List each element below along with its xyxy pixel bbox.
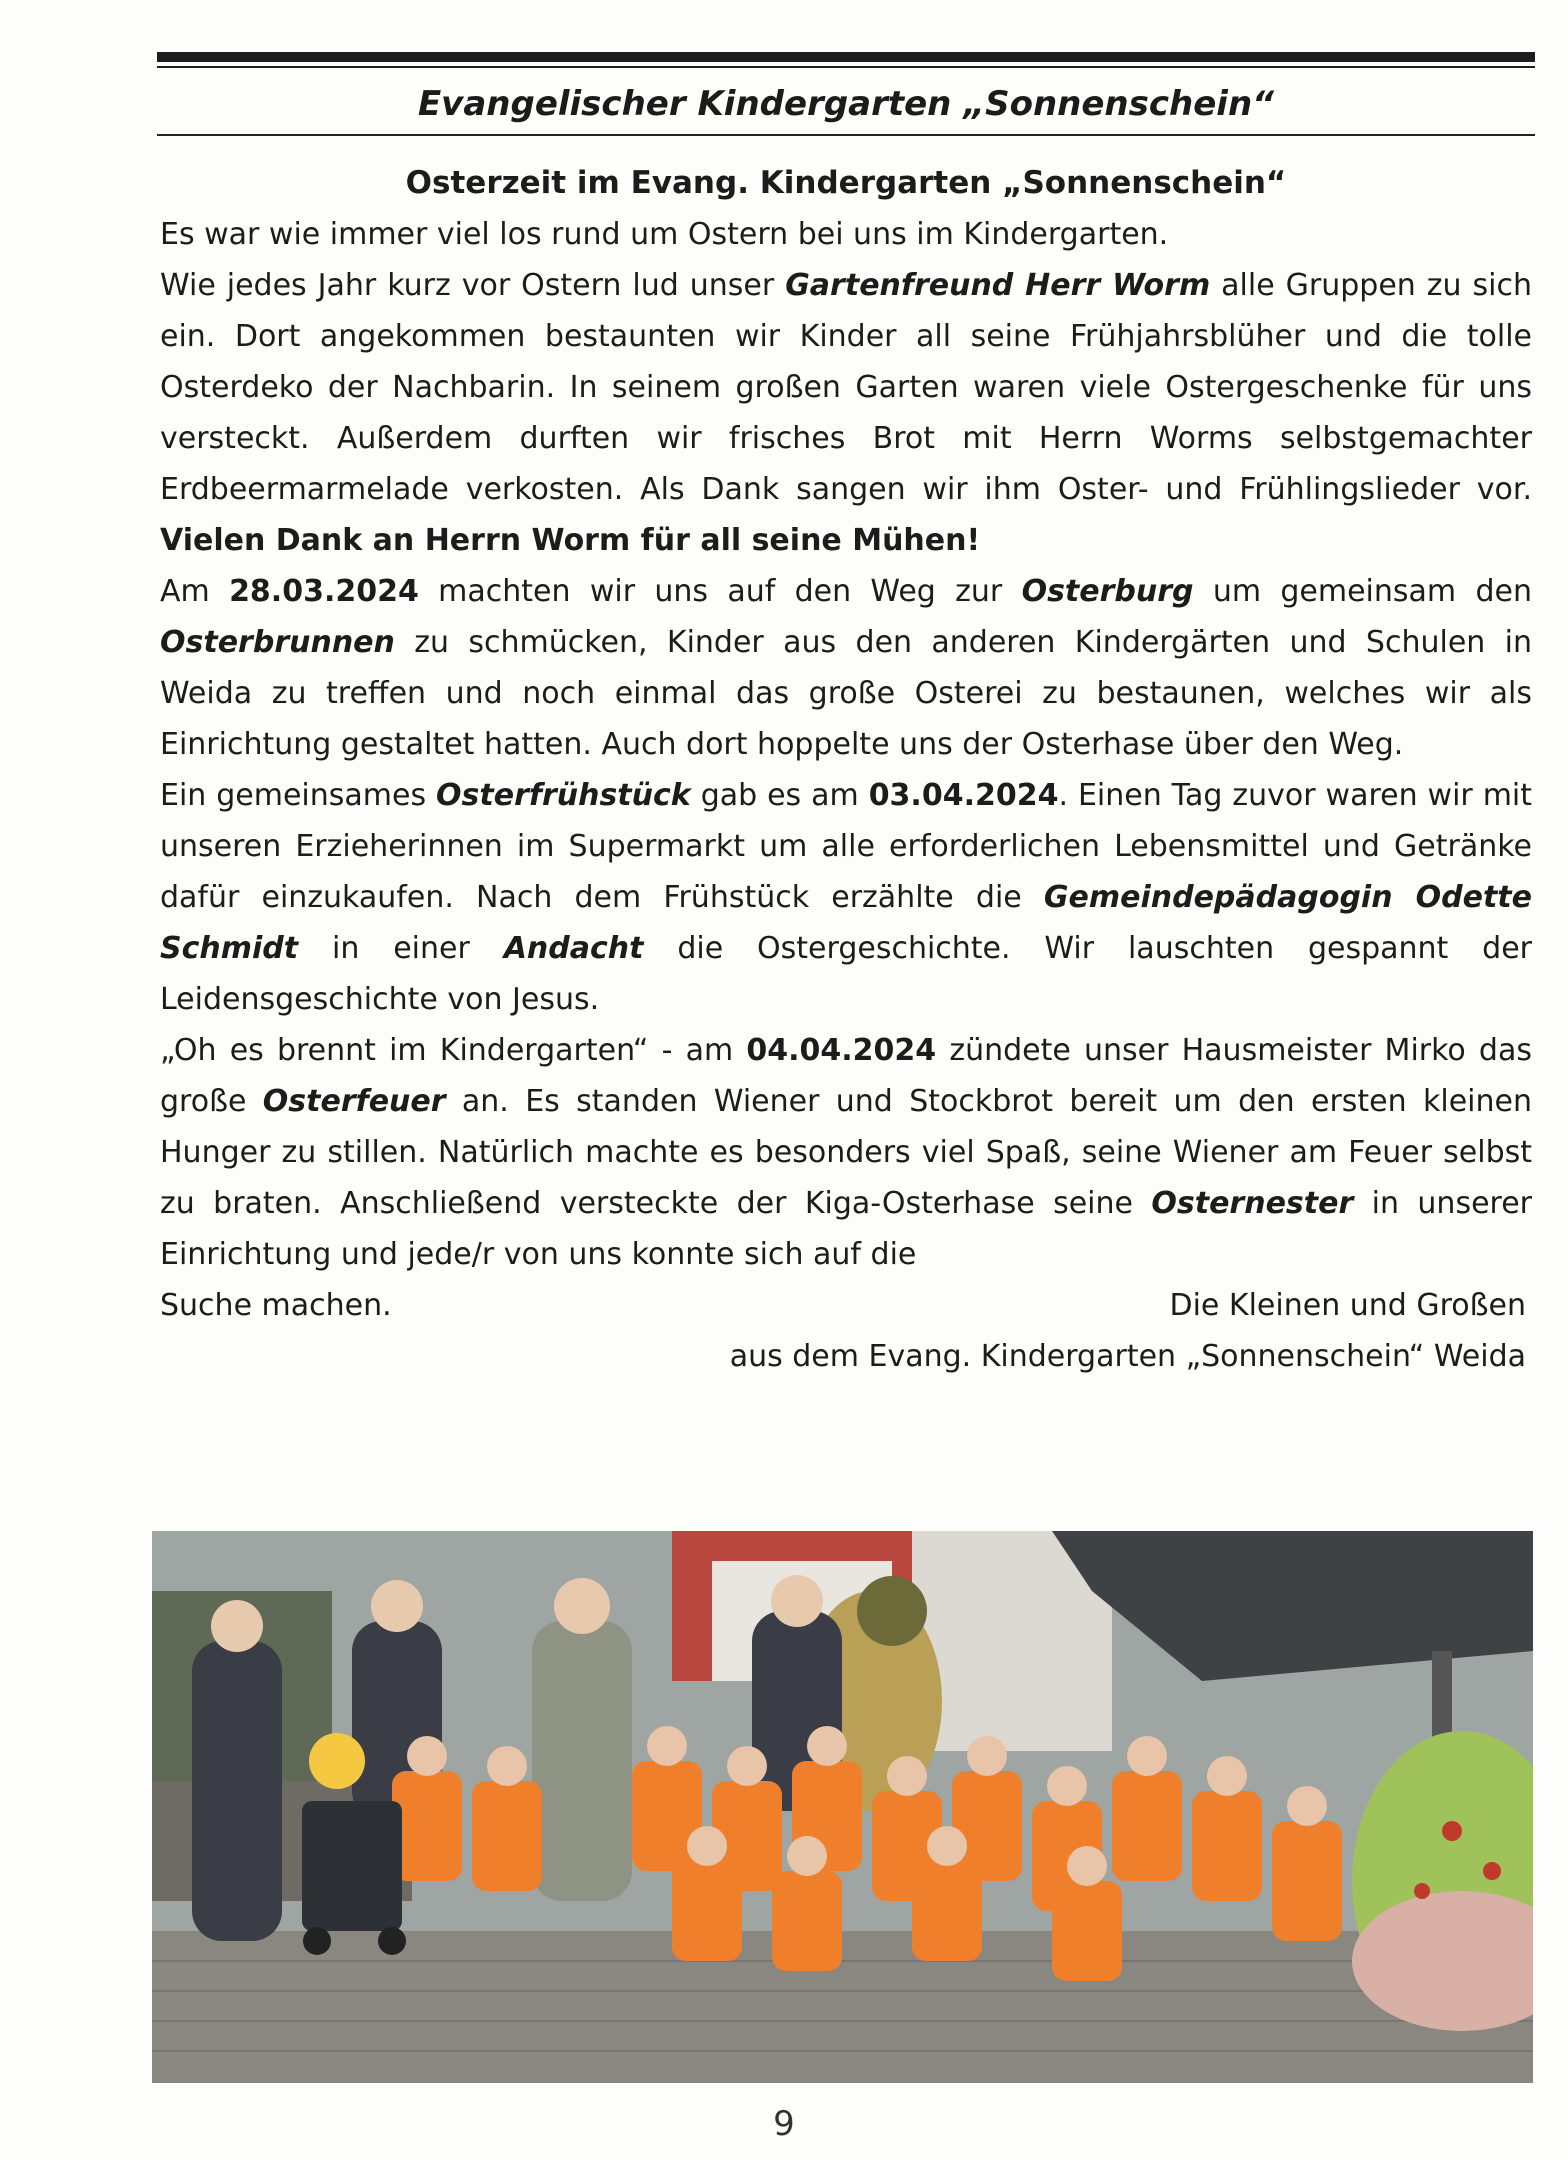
text-run: Ein gemeinsames — [160, 778, 437, 813]
text-run: Es war wie immer viel los rund um Ostern bei uns im Kindergarten. — [160, 217, 1169, 252]
page-number: 9 — [773, 2104, 795, 2144]
text-run: alle Gruppen zu sich ein. Dort angekommen bestaunten wir Kinder all seine Frühjahrsblüher und die tolle Osterdeko der Nachbarin. In seinem großen Garten waren viele Ostergeschenke für uns versteckt. Außerdem durften wir frisches Brot mit Herrn Worms selbstgemachter Erdbeermarmelade verkosten. Als Dank sangen wir ihm Oster- und Frühlingslieder vor. — [160, 268, 1532, 507]
text-run: die Ostergeschichte. Wir lauschten gespannt der Leidensgeschichte von Jesus. — [160, 931, 1533, 1017]
paragraph-fruehstueck — [160, 770, 1532, 1025]
text-run: in einer — [298, 931, 504, 966]
article-headline: Osterzeit im Evang. Kindergarten „Sonnenschein“ — [405, 165, 1287, 201]
date-text: 03.04.2024 — [868, 778, 1059, 813]
text-run: Suche machen. — [160, 1288, 392, 1323]
date-text: 04.04.2024 — [746, 1033, 937, 1068]
header-rule-thin — [157, 66, 1535, 68]
emphasis-text: Andacht — [503, 931, 644, 966]
paragraph-gartenfreund — [160, 260, 1532, 566]
closing-row — [160, 1280, 1532, 1331]
text-run: zündete unser Hausmeister Mirko das große — [160, 1033, 1532, 1119]
text-run: an. Es standen Wiener und Stockbrot bereit um den ersten kleinen Hunger zu stillen. Natürlich machte es besonders viel Spaß, seine Wiener am Feuer selbst zu braten. Anschließend versteckte der Kiga-Osterhase seine — [160, 1084, 1532, 1221]
text-run: gab es am — [690, 778, 869, 813]
thanks-text: Vielen Dank an Herrn Worm für all seine Mühen! — [160, 523, 981, 558]
text-run: zu schmücken, Kinder aus den anderen Kindergärten und Schulen in Weida zu treffen und noch einmal das große Osterei zu bestaunen, welches wir als Einrichtung gestaltet hatten. Auch dort hoppelte uns der Osterhase über den Weg. — [160, 625, 1532, 762]
emphasis-text: Osterfrühstück — [436, 778, 691, 813]
text-run: „Oh es brennt im Kindergarten“ - am — [160, 1033, 747, 1068]
date-text: 28.03.2024 — [229, 574, 419, 609]
header-rule-thick — [157, 52, 1535, 62]
text-run: . Einen Tag zuvor waren wir mit unseren Erzieherinnen im Supermarkt um alle erforderlichen Lebensmittel und Getränke dafür einzukaufen. Nach dem Frühstück erzählte die — [160, 778, 1533, 915]
group-photo-illustration — [152, 1531, 1533, 2083]
emphasis-text: Osterburg — [1021, 574, 1194, 609]
section-title: Evangelischer Kindergarten „Sonnenschein“ — [417, 84, 1275, 124]
text-run: um gemeinsam den — [1193, 574, 1532, 609]
paragraph-osterburg — [160, 566, 1532, 770]
text-run: in unserer Einrichtung und jede/r von uns konnte sich auf die — [160, 1186, 1532, 1272]
paragraph-intro — [160, 209, 1532, 260]
emphasis-text: Gartenfreund Herr Worm — [785, 268, 1211, 303]
emphasis-text: Osterbrunnen — [160, 625, 395, 660]
paragraph-osterfeuer — [160, 1025, 1532, 1280]
section-title-rule — [157, 134, 1535, 136]
group-photo — [152, 1531, 1533, 2083]
text-run: Wie jedes Jahr kurz vor Ostern lud unser — [160, 268, 786, 303]
article-body — [160, 158, 1532, 1382]
emphasis-text: Osterfeuer — [262, 1084, 446, 1119]
signature-line-1: Die Kleinen und Großen — [1169, 1288, 1526, 1323]
text-run: machten wir uns auf den Weg zur — [418, 574, 1022, 609]
text-run: Am — [160, 574, 230, 609]
signature-line-2: aus dem Evang. Kindergarten „Sonnenschein“ Weida — [729, 1339, 1526, 1374]
emphasis-text: Osternester — [1151, 1186, 1354, 1221]
emphasis-text: Gemeindepädagogin Odette Schmidt — [160, 880, 1532, 966]
